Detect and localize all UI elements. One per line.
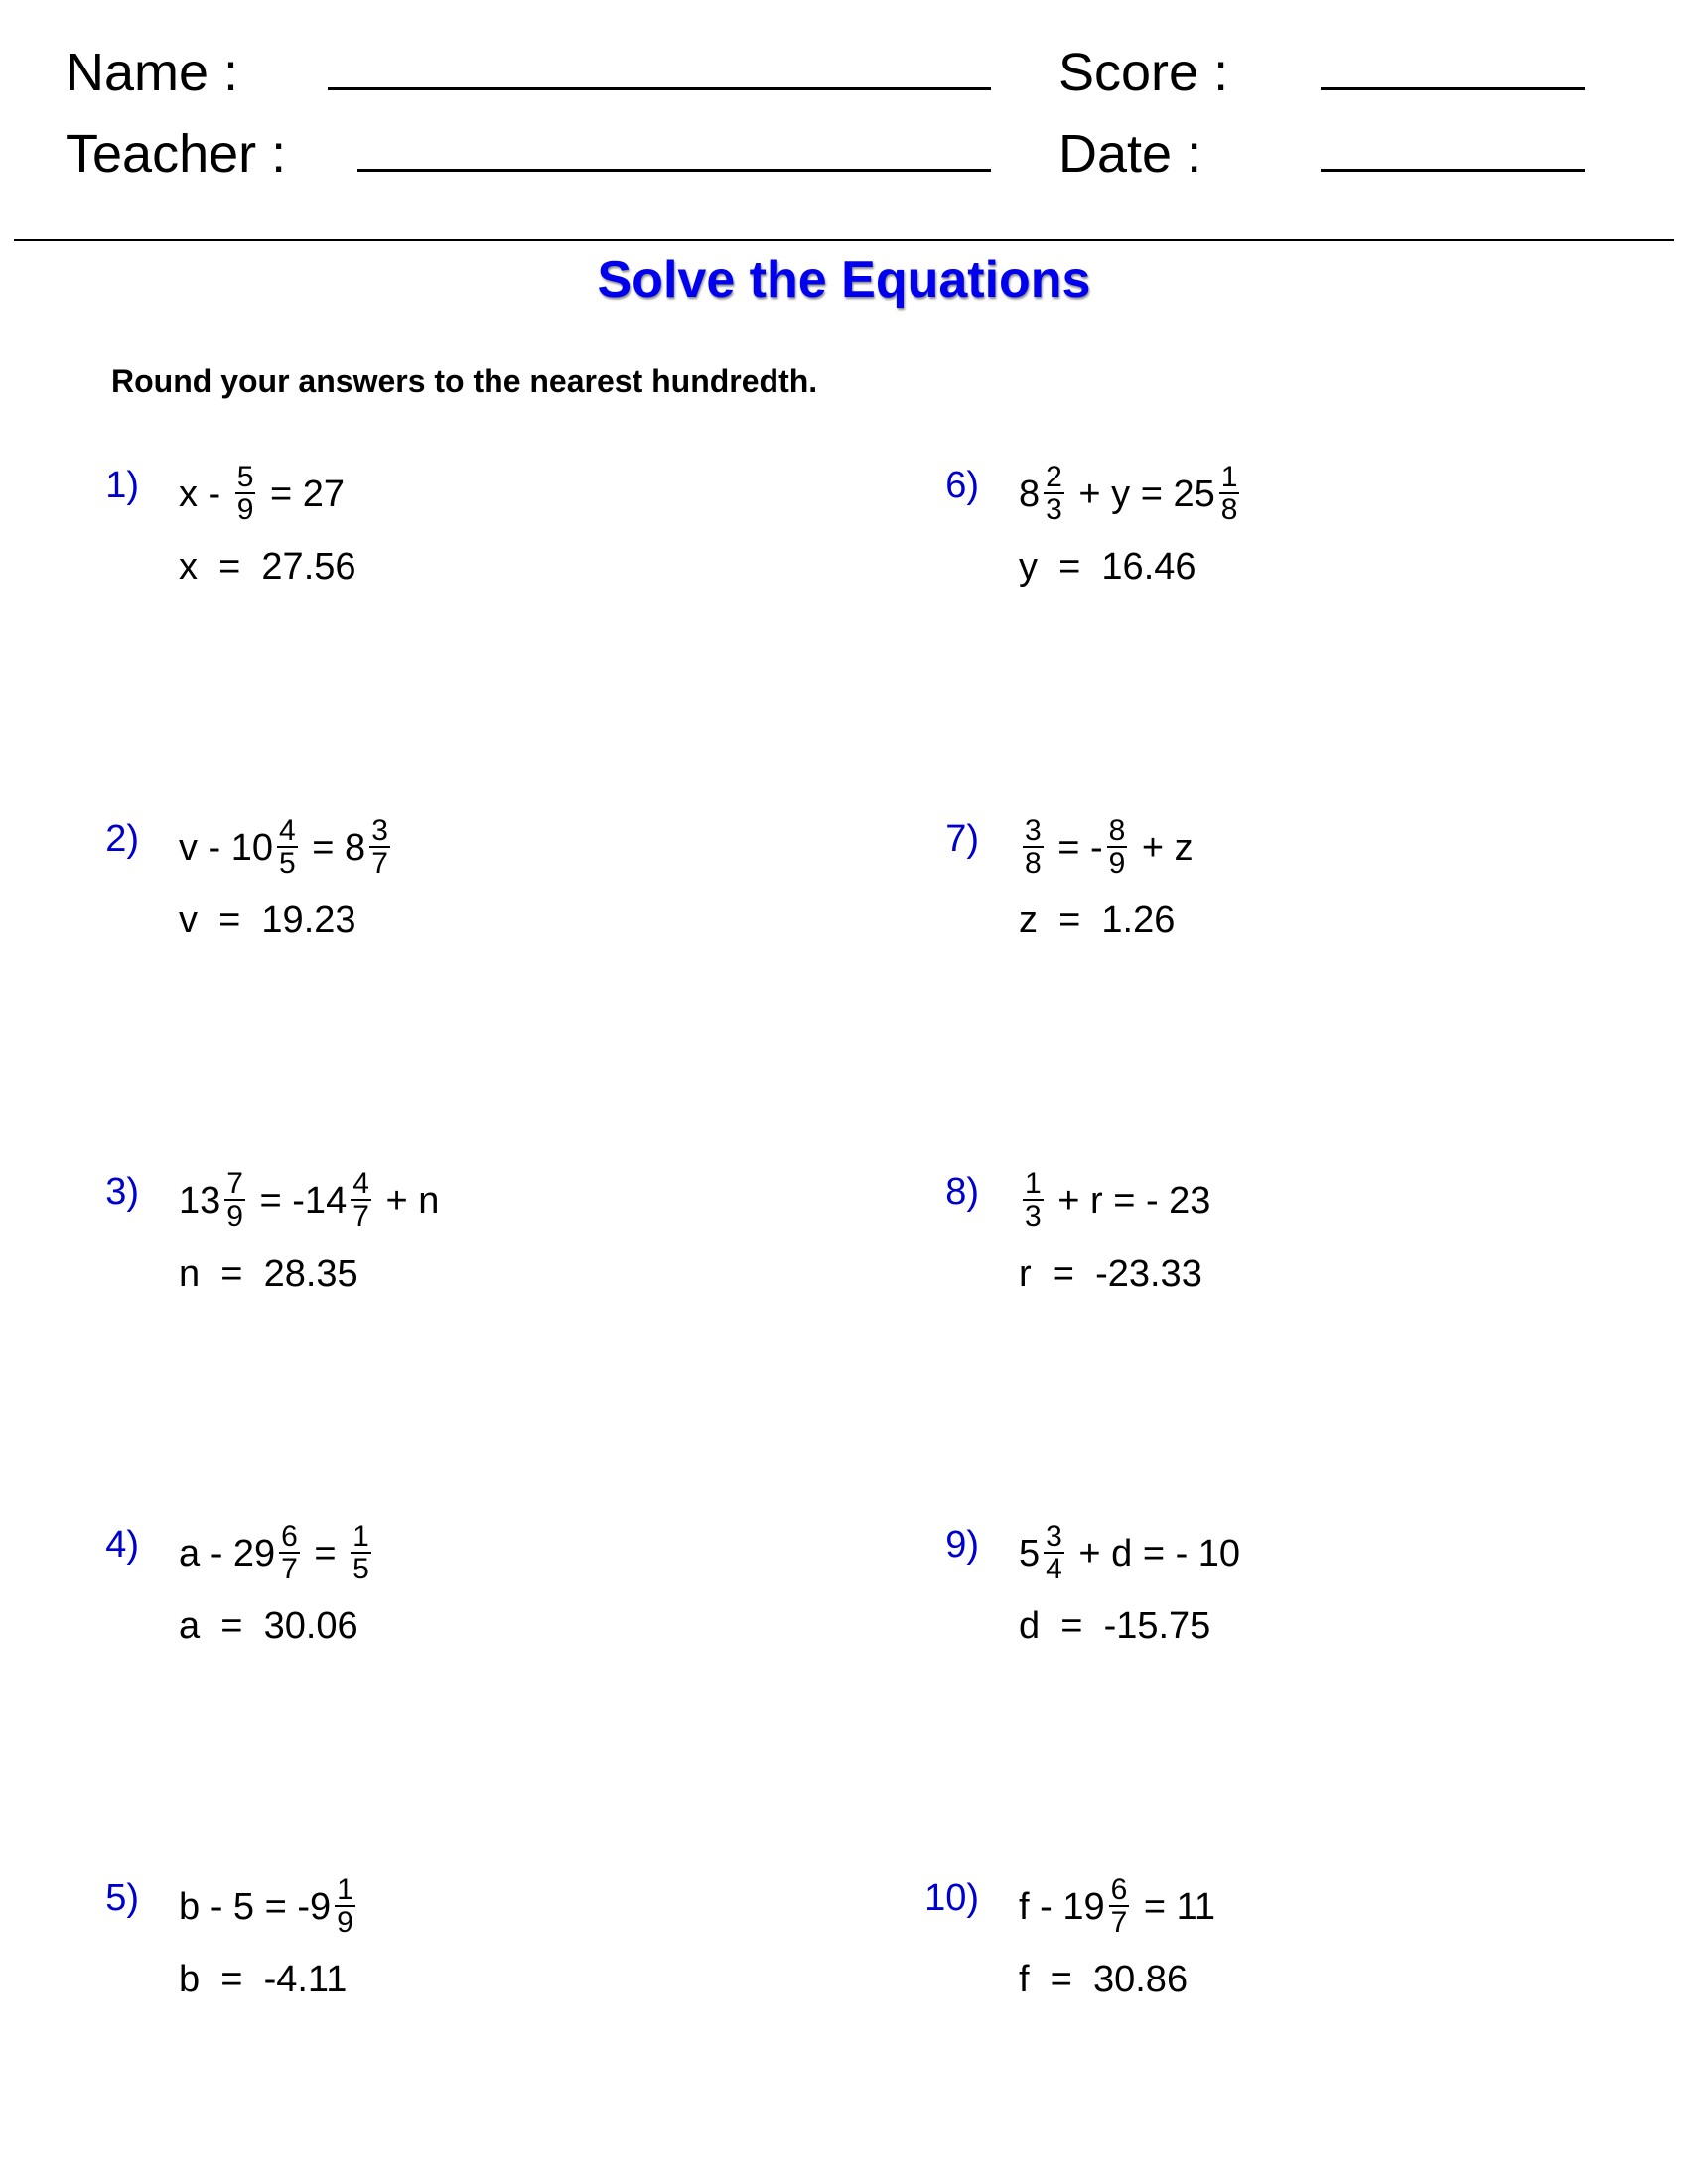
problem-equation [179,463,345,526]
header-divider [14,239,1674,241]
problem-number: 7) [945,818,979,860]
equation-text: a - 29 [179,1533,276,1574]
answer-variable: f [1019,1959,1030,2000]
problem-number: 10) [924,1877,979,1919]
equation-text: = - [1047,827,1103,869]
answer-equals: = [198,546,262,588]
date-label: Date : [1058,124,1202,184]
fraction-denominator: 9 [226,1200,243,1233]
answer-value: 1.26 [1101,899,1176,941]
problem-equation [1019,463,1243,526]
fraction [235,463,256,526]
problem-answer [1019,544,1196,590]
equation-text: = 8 [301,827,366,869]
page-title: Solve the Equations [597,251,1091,309]
fraction-denominator: 3 [1046,493,1062,526]
fraction-denominator: 9 [1108,847,1126,880]
fraction [1109,1875,1130,1939]
problem-number: 2) [105,818,139,860]
problem-equation [179,1875,359,1939]
problem-answer [179,1251,358,1297]
fraction [351,1522,371,1585]
fraction [1044,1522,1064,1585]
fraction-numerator: 3 [1025,814,1042,847]
fraction [369,816,390,880]
fraction-numerator: 5 [236,461,254,493]
problem-equation [1019,816,1194,880]
answer-variable: r [1019,1253,1032,1295]
equation-text: = 27 [259,474,346,515]
equation-text: 13 [179,1180,221,1222]
fraction-denominator: 7 [281,1553,298,1585]
problem-number: 4) [105,1524,139,1566]
problem-answer [1019,1603,1210,1649]
equation-text: + z [1131,827,1194,869]
equation-text: b - 5 = -9 [179,1886,332,1928]
fraction-numerator: 4 [352,1167,369,1200]
fraction-denominator: 8 [1220,493,1238,526]
fraction [224,1169,245,1233]
answer-equals: = [200,1605,264,1647]
answer-value: 30.06 [263,1605,358,1647]
answer-value: 27.56 [261,546,356,588]
fraction-denominator: 9 [337,1906,353,1939]
problem-answer [1019,897,1175,943]
fraction [1023,816,1044,880]
problem-equation [1019,1169,1210,1233]
score-label: Score : [1058,43,1229,102]
problem-number: 1) [105,465,139,506]
answer-equals: = [1038,899,1102,941]
equation-text: + r = - 23 [1047,1180,1211,1222]
answer-variable: y [1019,546,1038,588]
fraction [279,1522,300,1585]
fraction-denominator: 5 [279,847,296,880]
fraction-numerator: 6 [281,1520,298,1553]
fraction-denominator: 7 [371,847,388,880]
equation-text: x - [179,474,231,515]
equation-text: 8 [1019,474,1041,515]
fraction-numerator: 6 [1110,1873,1128,1906]
instructions: Round your answers to the nearest hundredth. [111,363,818,399]
answer-variable: n [179,1253,201,1295]
fraction-numerator: 4 [279,814,296,847]
teacher-blank[interactable] [357,169,991,172]
fraction [1219,463,1240,526]
fraction-numerator: 1 [1220,461,1238,493]
problem-answer [1019,1957,1188,2002]
fraction-denominator: 5 [352,1553,369,1585]
name-blank[interactable] [328,87,991,90]
equation-text: + y = 25 [1067,474,1215,515]
answer-value: 30.86 [1092,1959,1189,2000]
answer-value: 28.35 [263,1253,358,1295]
fraction [1044,463,1064,526]
problem-equation [179,816,394,880]
problem-equation [1019,1522,1240,1585]
equation-text: = -14 [248,1180,348,1222]
problem-equation [179,1522,375,1585]
answer-variable: a [179,1605,201,1647]
fraction-numerator: 3 [1046,1520,1062,1553]
problem-number: 9) [945,1524,979,1566]
date-blank[interactable] [1321,169,1585,172]
equation-text: = [303,1533,348,1574]
answer-equals: = [1040,1605,1104,1647]
equation-text: + d = - 10 [1067,1533,1241,1574]
answer-equals: = [200,1959,264,2000]
answer-equals: = [198,899,262,941]
equation-text: 5 [1019,1533,1041,1574]
fraction-numerator: 8 [1108,814,1126,847]
answer-equals: = [1029,1959,1093,2000]
answer-equals: = [200,1253,264,1295]
fraction-denominator: 9 [236,493,254,526]
fraction-denominator: 3 [1025,1200,1042,1233]
fraction [335,1875,355,1939]
problem-equation [179,1169,439,1233]
answer-value: 16.46 [1101,546,1196,588]
equation-text: = 11 [1133,1886,1216,1928]
problem-equation [1019,1875,1215,1939]
answer-value: -23.33 [1095,1253,1202,1295]
fraction-numerator: 1 [352,1520,369,1553]
answer-value: -15.75 [1103,1605,1211,1647]
fraction [1023,1169,1044,1233]
teacher-label: Teacher : [66,124,287,184]
answer-value: -4.11 [263,1959,348,2000]
fraction-numerator: 1 [337,1873,353,1906]
answer-equals: = [1031,1253,1096,1295]
answer-equals: = [1038,546,1102,588]
answer-variable: d [1019,1605,1041,1647]
answer-variable: v [179,899,198,941]
fraction-denominator: 7 [1110,1906,1128,1939]
fraction [351,1169,371,1233]
answer-variable: x [179,546,198,588]
equation-text: + n [374,1180,440,1222]
problem-number: 6) [945,465,979,506]
score-blank[interactable] [1321,87,1585,90]
fraction-numerator: 7 [226,1167,243,1200]
answer-variable: z [1019,899,1038,941]
problem-answer [179,897,356,943]
name-label: Name : [66,43,239,102]
equation-text: v - 10 [179,827,274,869]
fraction [1107,816,1128,880]
problem-answer [179,544,356,590]
equation-text: f - 19 [1019,1886,1105,1928]
fraction-denominator: 4 [1046,1553,1062,1585]
fraction-numerator: 2 [1046,461,1062,493]
answer-value: 19.23 [261,899,356,941]
fraction-numerator: 1 [1025,1167,1042,1200]
problem-number: 8) [945,1171,979,1213]
problem-answer [179,1957,347,2002]
fraction-numerator: 3 [371,814,388,847]
fraction-denominator: 7 [352,1200,369,1233]
problem-answer [1019,1251,1202,1297]
fraction-denominator: 8 [1025,847,1042,880]
problem-number: 3) [105,1171,139,1213]
problem-answer [179,1603,358,1649]
answer-variable: b [179,1959,201,2000]
fraction [277,816,298,880]
problem-number: 5) [105,1877,139,1919]
